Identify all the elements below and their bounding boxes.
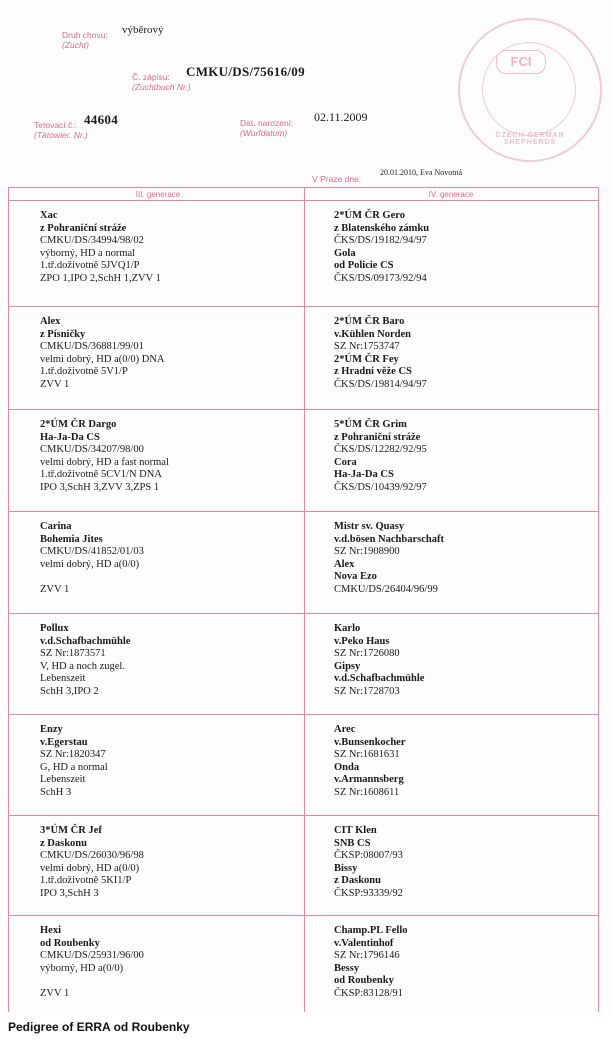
birth-value: 02.11.2009 — [314, 110, 368, 124]
dog-info-line: IPO 3,SchH 3 — [40, 887, 99, 899]
dog-name-line: Karlo — [334, 623, 361, 634]
dog-info-line: ZPO 1,IPO 2,SchH 1,ZVV 1 — [40, 272, 161, 284]
dog-info-line: Lebenszeit — [40, 673, 86, 684]
dog-name-line: v.d.Schafbachmühle — [40, 635, 131, 647]
grid-middle-line — [304, 187, 305, 1012]
breeding-value: výběrový — [122, 24, 164, 36]
dog-info-line — [40, 571, 144, 584]
parent-cell — [40, 925, 144, 1000]
dog-name-line: od Roubenky — [40, 937, 100, 949]
dog-info-line: 1.tř.doživotně 5JVQ1/P — [40, 260, 140, 271]
dog-name-line: z Pohraniční stráže — [40, 222, 127, 234]
dog-info-line: ČKS/DS/19814/94/97 — [334, 378, 427, 390]
parent-cell — [40, 419, 169, 494]
dog-name-line: od Policie CS — [334, 260, 394, 271]
dog-info-line: ZVV 1 — [40, 583, 70, 595]
parent-cell — [40, 623, 130, 698]
grandparent-cell — [334, 419, 427, 494]
studbook-value: CMKU/DS/75616/09 — [186, 64, 305, 79]
dog-info-line: G, HD a normal — [40, 761, 108, 773]
tattoo-label: Tetovací č.: (Tätowier. Nr.) — [34, 120, 88, 140]
dog-info-line: SZ Nr:1681631 — [334, 749, 400, 760]
grandparent-cell — [334, 925, 408, 1000]
dog-name-line: Carina — [40, 521, 72, 532]
caption: Pedigree of ERRA od Roubenky — [8, 1020, 190, 1034]
dog-name-line: Alex — [334, 558, 355, 570]
dog-name-line: 2*ÚM ČR Fey — [334, 353, 399, 365]
row-separator — [8, 915, 598, 916]
dog-info-line — [40, 975, 144, 988]
dog-info-line: ČKS/DS/19182/94/97 — [334, 235, 427, 246]
dog-name-line: Nova Ezo — [334, 571, 377, 582]
dog-name-line: Arec — [334, 724, 356, 735]
dog-info-line: SZ Nr:1726080 — [334, 648, 400, 659]
grandparent-cell — [334, 316, 427, 391]
generation-4-header: IV. generace — [428, 190, 474, 199]
dog-info-line: CMKU/DS/34207/98/00 — [40, 444, 144, 455]
row-separator — [8, 714, 598, 715]
dog-name-line: Cora — [334, 456, 357, 468]
dog-name-line: Alex — [40, 316, 61, 327]
parent-cell — [40, 724, 108, 799]
grid-header-line — [8, 200, 598, 201]
dog-name-line: Pollux — [40, 623, 69, 634]
dog-info-line: ČKSP:83128/91 — [334, 987, 403, 999]
dog-info-line: CMKU/DS/25931/96/00 — [40, 950, 144, 961]
grandparent-cell — [334, 825, 403, 900]
dog-info-line: velmi dobrý, HD a(0/0) DNA — [40, 353, 165, 365]
parent-cell — [40, 210, 161, 285]
dog-name-line: z Blatenského zámku — [334, 222, 430, 234]
dog-info-line: V, HD a noch zugel. — [40, 660, 125, 672]
row-separator — [8, 815, 598, 816]
dog-info-line: výborný, HD a(0/0) — [40, 962, 124, 974]
grandparent-cell — [334, 623, 424, 698]
dog-name-line: Bohemia Jites — [40, 533, 103, 545]
dog-name-line: z Daskonu — [40, 837, 87, 849]
breeding-label: Druh chovu: (Zucht) — [62, 30, 108, 50]
dog-name-line: Champ.PL Fello — [334, 925, 408, 936]
dog-info-line: 1.tř.doživotně 5V1/P — [40, 366, 128, 377]
dog-info-line: CMKU/DS/41852/01/03 — [40, 546, 144, 557]
grid-right-border — [598, 187, 599, 1012]
generation-3-header: III. generace — [135, 190, 181, 199]
parent-cell — [40, 521, 144, 596]
dog-name-line: 2*ÚM ČR Dargo — [40, 419, 117, 430]
dog-name-line: Ha-Ja-Da CS — [40, 431, 100, 443]
dog-info-line: velmi dobrý, HD a fast normal — [40, 456, 169, 468]
grandparent-cell — [334, 521, 444, 596]
place-date-value: 20.01.2010, Eva Novotná — [380, 168, 462, 177]
dog-name-line: z Hradní věže CS — [334, 366, 412, 377]
dog-info-line: SZ Nr:1728703 — [334, 685, 400, 697]
dog-info-line: 1.tř.doživotně 5KI1/P — [40, 875, 132, 886]
dog-info-line: ZVV 1 — [40, 378, 70, 390]
stamp-ring-text: CZECH GERMAN SHEPHERDS — [495, 132, 565, 146]
dog-info-line: ČKS/DS/10439/92/97 — [334, 481, 427, 493]
dog-name-line: Bessy — [334, 962, 360, 974]
dog-name-line: v.Kühlen Norden — [334, 328, 412, 340]
dog-info-line: CMKU/DS/34994/98/02 — [40, 235, 144, 246]
grid-top-line — [8, 187, 598, 188]
dog-name-line: v.Armannsberg — [334, 774, 404, 785]
dog-name-line: Hexi — [40, 925, 61, 936]
row-separator — [8, 306, 598, 307]
dog-info-line: CMKU/DS/26030/96/98 — [40, 850, 144, 861]
dog-info-line: ČKS/DS/12282/92/95 — [334, 444, 427, 455]
dog-name-line: Xac — [40, 210, 58, 221]
dog-name-line: od Roubenky — [334, 975, 394, 986]
dog-name-line: v.Bunsenkocher — [334, 736, 406, 748]
dog-info-line: ČKS/DS/09173/92/94 — [334, 272, 427, 284]
dog-name-line: v.d.Schafbachmühle — [334, 673, 425, 684]
dog-info-line: SZ Nr:1873571 — [40, 648, 106, 659]
dog-info-line: 1.tř.doživotně 5CV1/N DNA — [40, 469, 162, 480]
grandparent-cell — [334, 210, 429, 285]
dog-name-line: z Písničky — [40, 328, 86, 340]
dog-info-line: ČKSP:08007/93 — [334, 850, 403, 861]
dog-name-line: z Pohraniční stráže — [334, 431, 421, 443]
dog-name-line: Onda — [334, 761, 360, 773]
fci-logo: FCI — [496, 50, 546, 74]
dog-info-line: velmi dobrý, HD a(0/0) — [40, 558, 140, 570]
dog-name-line: Mistr sv. Quasy — [334, 521, 405, 532]
dog-info-line: velmi dobrý, HD a(0/0) — [40, 862, 140, 874]
dog-info-line: Lebenszeit — [40, 774, 86, 785]
fci-stamp — [458, 18, 602, 162]
dog-name-line: Enzy — [40, 724, 63, 735]
dog-name-line: Bissy — [334, 862, 358, 874]
dog-info-line: CMKU/DS/26404/96/99 — [334, 583, 438, 595]
dog-info-line: SZ Nr:1908900 — [334, 546, 400, 557]
dog-info-line: SZ Nr:1796146 — [334, 950, 400, 961]
dog-name-line: SNB CS — [334, 837, 371, 849]
dog-name-line: v.Peko Haus — [334, 635, 390, 647]
dog-name-line: v.d.bösen Nachbarschaft — [334, 533, 444, 545]
dog-info-line: SZ Nr:1753747 — [334, 341, 400, 352]
parent-cell — [40, 316, 165, 391]
dog-info-line: CMKU/DS/36881/99/01 — [40, 341, 144, 352]
dog-info-line: ČKSP:93339/92 — [334, 887, 403, 899]
dog-info-line: ZVV 1 — [40, 987, 70, 999]
dog-info-line: SchH 3,IPO 2 — [40, 685, 99, 697]
dog-name-line: v.Egerstau — [40, 736, 88, 748]
parent-cell — [40, 825, 144, 900]
dog-name-line: Gipsy — [334, 660, 361, 672]
place-label: V Praze dne: — [312, 174, 362, 184]
dog-name-line: Gola — [334, 247, 356, 259]
grandparent-cell — [334, 724, 405, 799]
dog-name-line: CIT Klen — [334, 825, 377, 836]
dog-info-line: SZ Nr:1608611 — [334, 786, 400, 798]
dog-info-line: výborný, HD a normal — [40, 247, 136, 259]
row-separator — [8, 409, 598, 410]
dog-name-line: 2*ÚM ČR Gero — [334, 210, 405, 221]
dog-name-line: v.Valentinhof — [334, 937, 394, 949]
dog-name-line: Ha-Ja-Da CS — [334, 469, 394, 480]
dog-info-line: SchH 3 — [40, 786, 72, 798]
dog-info-line: SZ Nr:1820347 — [40, 749, 106, 760]
row-separator — [8, 613, 598, 614]
grid-left-border — [8, 187, 9, 1012]
dog-name-line: 2*ÚM ČR Baro — [334, 316, 405, 327]
tattoo-value: 44604 — [84, 112, 118, 127]
dog-name-line: 3*ÚM ČR Jef — [40, 825, 102, 836]
birth-label: Dat. narození: (Wurfdatum) — [240, 118, 294, 138]
dog-name-line: 5*ÚM ČR Grim — [334, 419, 407, 430]
row-separator — [8, 511, 598, 512]
dog-name-line: z Daskonu — [334, 875, 381, 886]
studbook-label: Č. zápisu: (Zuchtbuch Nr.) — [132, 72, 191, 92]
dog-info-line: IPO 3,SchH 3,ZVV 3,ZPS 1 — [40, 481, 160, 493]
